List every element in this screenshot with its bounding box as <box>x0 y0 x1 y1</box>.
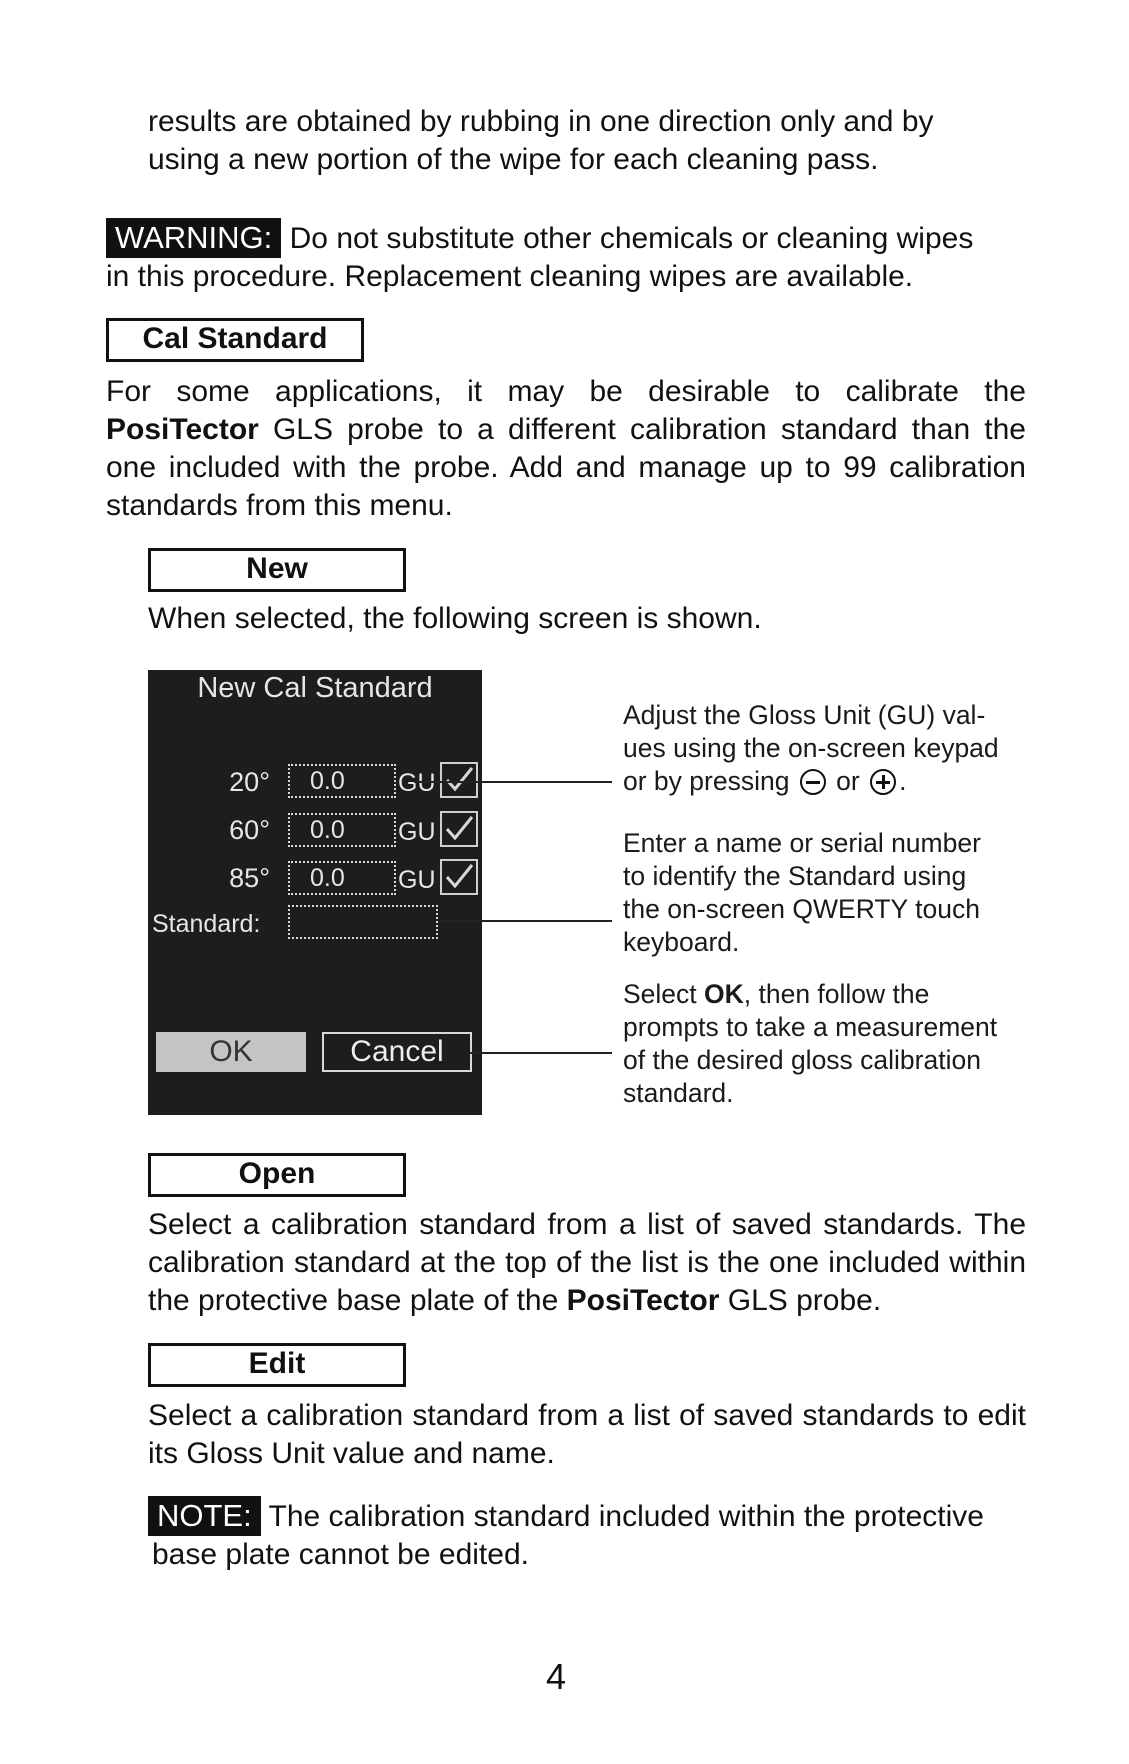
callout-ok-post: , then follow the <box>743 979 930 1009</box>
open-positector-brand: PosiTector <box>566 1284 720 1317</box>
gu-60-input[interactable]: 0.0 <box>288 813 396 847</box>
open-paragraph <box>148 1206 1026 1320</box>
note-block <box>148 1496 1038 1574</box>
callout-ok-line-4: standard. <box>623 1078 734 1108</box>
standard-name-input[interactable] <box>288 905 438 939</box>
leader-line-gu <box>414 781 612 783</box>
positector-brand: PosiTector <box>106 413 259 446</box>
intro-line-1: results are obtained by rubbing in one direction only and by <box>148 105 934 138</box>
callout-ok <box>623 978 997 1110</box>
gu-60-unit: GU <box>398 818 436 846</box>
gu-20-checkbox[interactable] <box>440 762 478 798</box>
check-icon <box>442 813 476 845</box>
callout-gu-line-1: Adjust the Gloss Unit (GU) val- <box>623 700 986 730</box>
cancel-button[interactable]: Cancel <box>322 1032 472 1072</box>
leader-line-standard <box>438 920 612 922</box>
screen-title: New Cal Standard <box>197 672 433 704</box>
gu-85-unit: GU <box>398 866 436 894</box>
check-icon <box>442 764 476 796</box>
gu-20-unit: GU <box>398 769 436 797</box>
edit-paragraph: Select a calibration standard from a list of saved standards to edit its Gloss Unit value and name. <box>148 1399 1026 1470</box>
warning-block <box>106 218 1026 296</box>
warning-text-line-2: in this procedure. Replacement cleaning wipes are available. <box>106 260 914 293</box>
callout-gu-end: . <box>899 766 907 796</box>
cal-standard-heading: Cal Standard <box>106 318 364 362</box>
page-number: 4 <box>545 1656 567 1697</box>
warning-text-line-1: Do not substitute other chemicals or cleaning wipes <box>281 222 974 255</box>
note-text-line-2: base plate cannot be edited. <box>152 1538 529 1571</box>
new-heading: New <box>148 548 406 592</box>
open-heading: Open <box>148 1153 406 1197</box>
callout-gu-or: or <box>828 766 868 796</box>
ok-button[interactable]: OK <box>156 1032 306 1072</box>
cal-standard-text-1: For some applications, it may be desirable to calibrate the <box>106 375 1026 408</box>
angle-85-label: 85° <box>229 863 270 893</box>
angle-20-label: 20° <box>229 767 270 797</box>
intro-text <box>148 103 988 179</box>
standard-label: Standard: <box>152 910 261 938</box>
plus-circle-icon <box>870 769 896 795</box>
callout-gu-line-2: ues using the on-screen keypad <box>623 733 999 763</box>
callout-standard-line-1: Enter a name or serial number <box>623 828 981 858</box>
edit-heading: Edit <box>148 1343 406 1387</box>
callout-standard-line-4: keyboard. <box>623 927 740 957</box>
leader-line-ok <box>470 1052 612 1054</box>
callout-ok-line-3: of the desired gloss calibration <box>623 1045 981 1075</box>
note-tag: NOTE: <box>148 1496 261 1536</box>
callout-ok-pre: Select <box>623 979 705 1009</box>
callout-standard <box>623 827 981 959</box>
callout-ok-line-2: prompts to take a measurement <box>623 1012 998 1042</box>
gu-60-checkbox[interactable] <box>440 811 478 847</box>
callout-standard-line-2: to identify the Standard using <box>623 861 967 891</box>
device-screen <box>148 670 482 1115</box>
angle-60-label: 60° <box>229 815 270 845</box>
note-text-line-1: The calibration standard included within the protective <box>260 1500 984 1533</box>
cal-standard-paragraph <box>106 373 1026 525</box>
open-text-2: GLS probe. <box>719 1284 882 1317</box>
warning-tag: WARNING: <box>106 218 281 258</box>
minus-circle-icon <box>800 769 826 795</box>
intro-line-2: using a new portion of the wipe for each cleaning pass. <box>148 143 879 176</box>
gu-85-input[interactable]: 0.0 <box>288 861 396 895</box>
new-description: When selected, the following screen is shown. <box>148 602 762 635</box>
callout-gu <box>623 699 999 798</box>
callout-standard-line-3: the on-screen QWERTY touch <box>623 894 980 924</box>
cal-standard-text-2: GLS probe to a different calibration standard than the one included with the probe. Add and manage up to 99 calibration standards from this menu. <box>106 413 1026 522</box>
open-text-1: Select a calibration standard from a list of saved standards. The calibration standard at the top of the list is the one included within the protective base plate of the <box>148 1208 1026 1317</box>
gu-85-checkbox[interactable] <box>440 859 478 895</box>
callout-gu-line-3: or by pressing <box>623 766 797 796</box>
callout-ok-bold: OK <box>704 979 744 1009</box>
check-icon <box>442 861 476 893</box>
gu-20-input[interactable]: 0.0 <box>288 764 396 798</box>
